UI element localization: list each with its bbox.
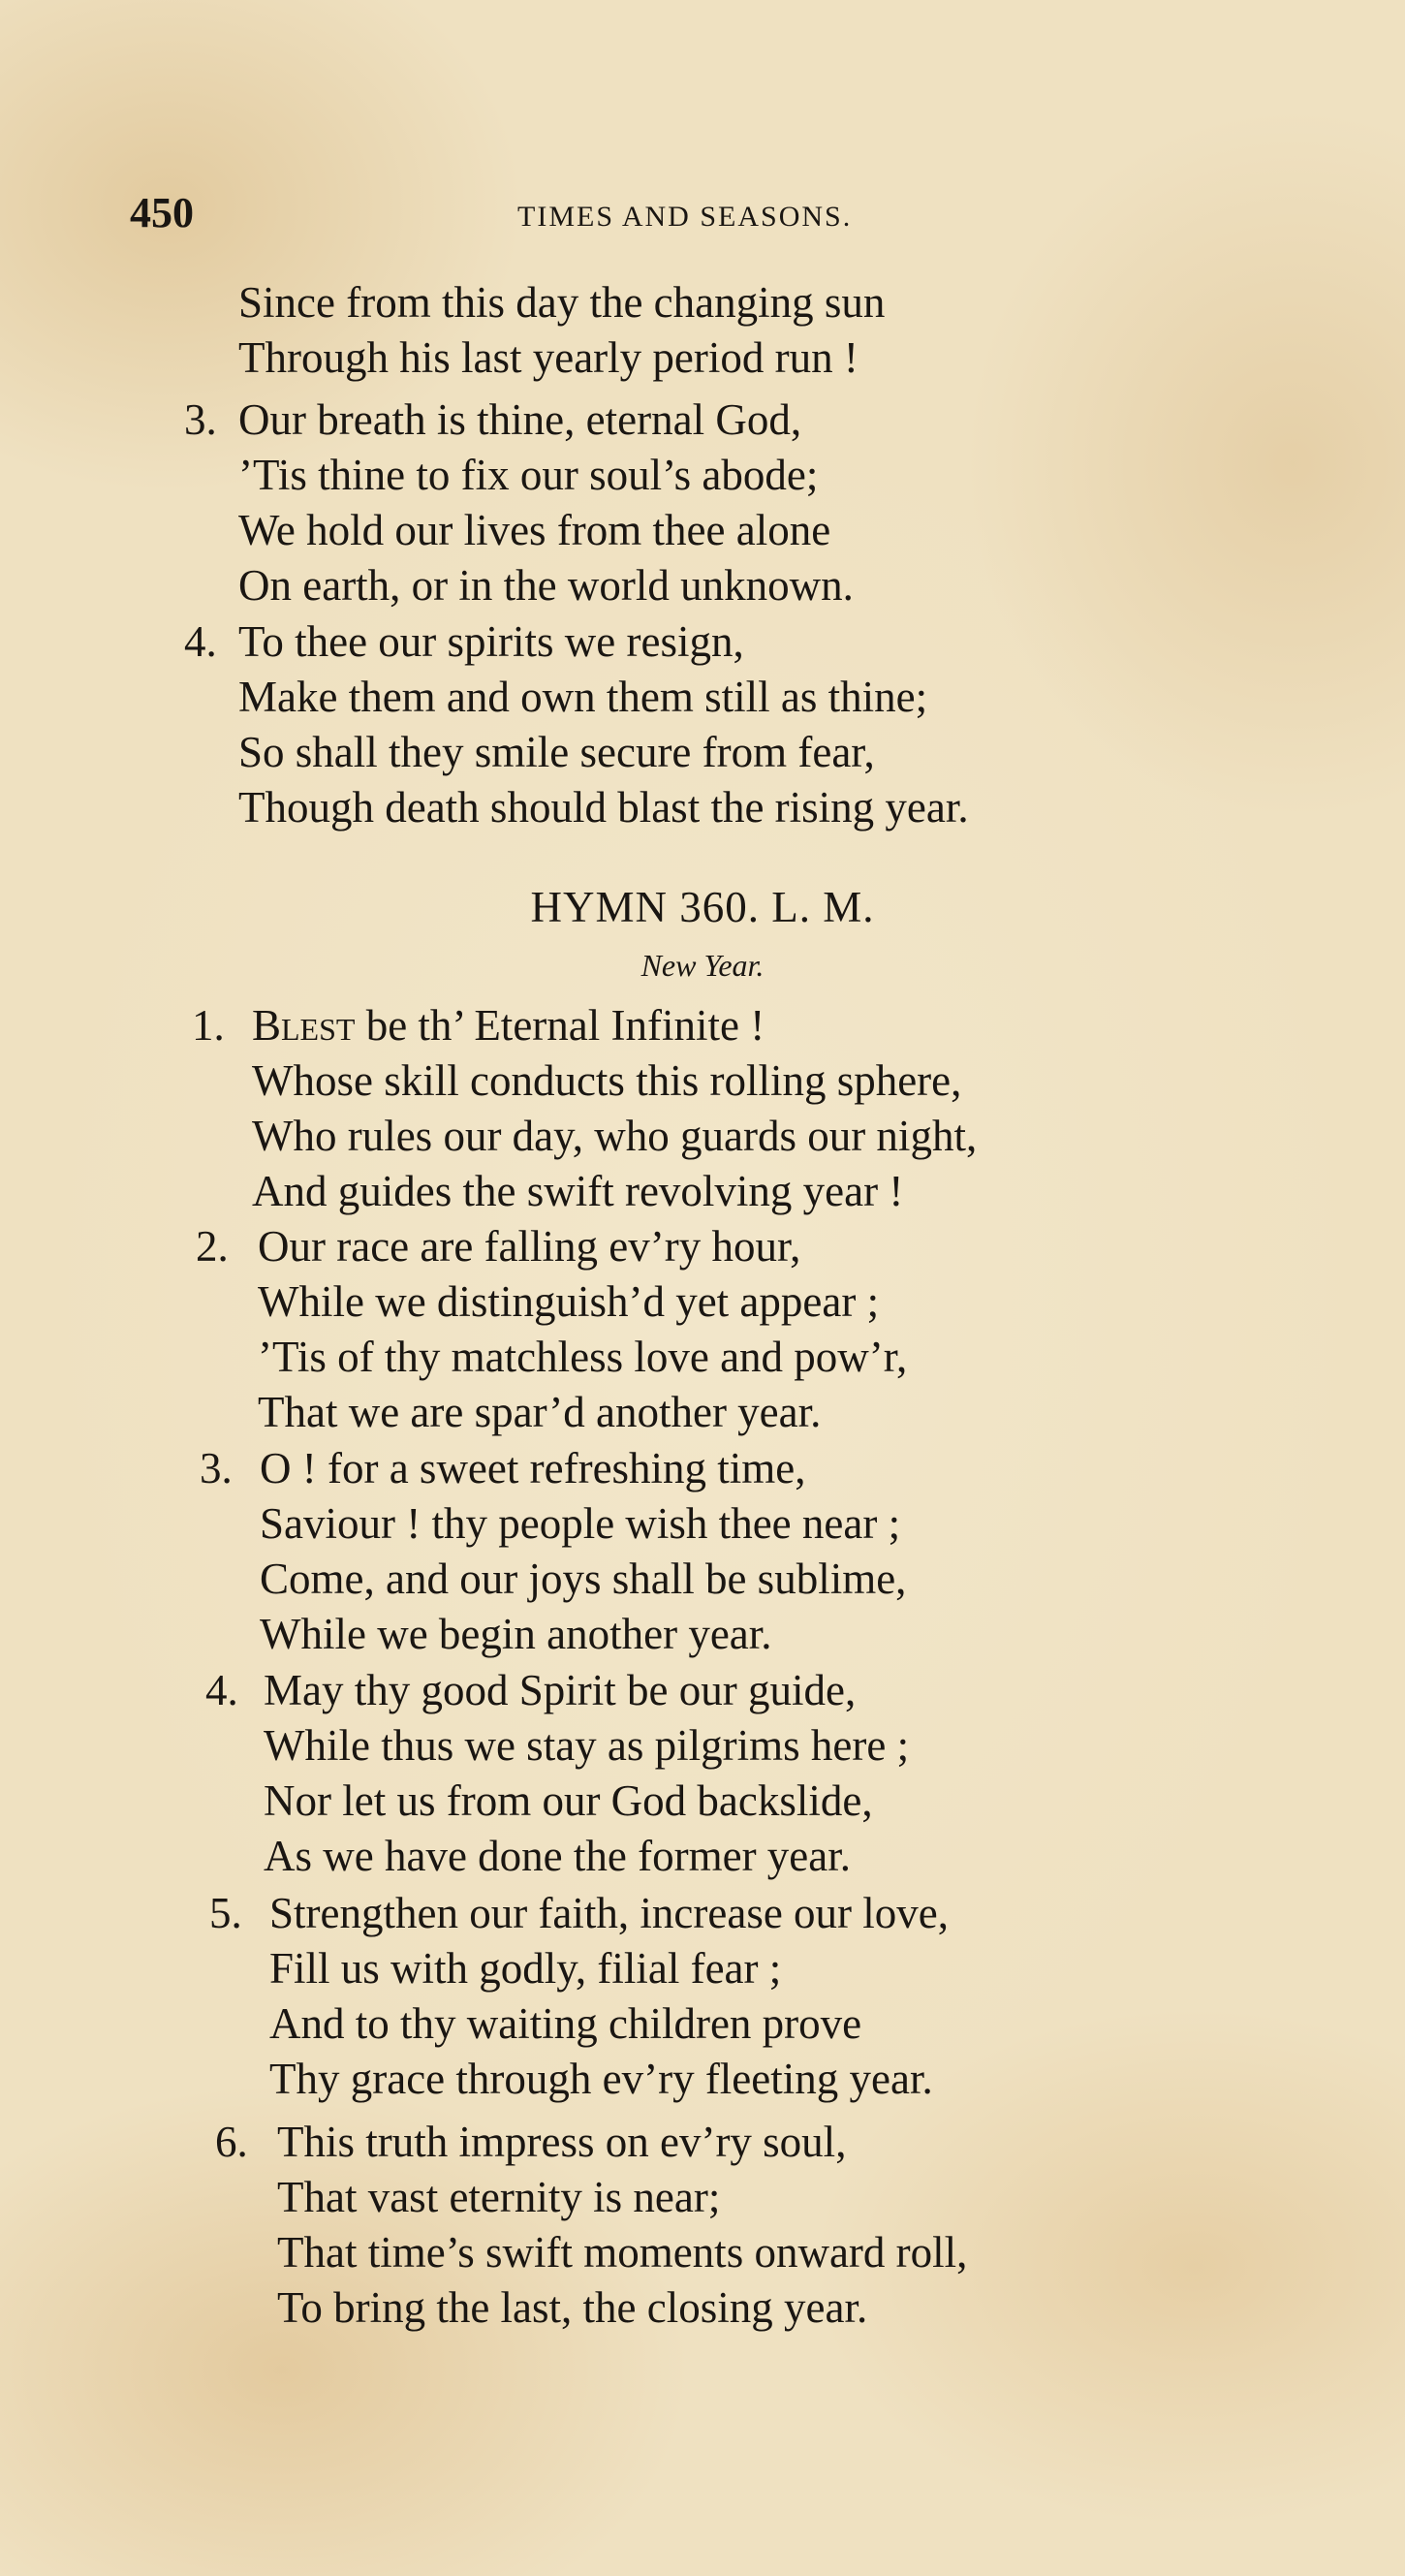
verse-line: O ! for a sweet refreshing time,	[260, 1444, 806, 1492]
stanza-number: 1.	[192, 1001, 225, 1050]
verse-line: While we distinguish’d yet appear ;	[258, 1277, 880, 1326]
verse-line: Fill us with godly, filial fear ;	[269, 1944, 782, 1993]
previous-hymn-tail	[238, 275, 885, 386]
verse-line: This truth impress on ev’ry soul,	[277, 2118, 847, 2166]
verse-line: Though death should blast the rising year.	[238, 783, 969, 832]
verse-line: That time’s swift moments onward roll,	[277, 2228, 968, 2277]
stanza-number: 6.	[215, 2118, 248, 2166]
verse-line: We hold our lives from thee alone	[238, 506, 831, 554]
page-header	[130, 186, 1283, 240]
verse-line: Nor let us from our God backslide,	[264, 1776, 873, 1825]
verse-line: Who rules our day, who guards our night,	[252, 1112, 978, 1160]
hymn-stanza-1	[192, 998, 978, 1219]
running-title: TIMES AND SEASONS.	[517, 201, 853, 233]
stanza-number: 5.	[209, 1889, 242, 1937]
first-word: Blest	[252, 1001, 356, 1050]
verse-line: Through his last yearly period run !	[238, 333, 859, 382]
stanza-number: 3.	[200, 1444, 233, 1492]
verse-line: That we are spar’d another year.	[258, 1388, 822, 1436]
verse-line: And to thy waiting children prove	[269, 1999, 862, 2048]
hymn-stanza-6	[215, 2115, 968, 2336]
verse-line: ’Tis of thy matchless love and pow’r,	[258, 1333, 908, 1381]
stanza-number: 4.	[205, 1666, 238, 1714]
hymn-stanza-4	[205, 1663, 910, 1884]
verse-line-rest: be th’ Eternal Infinite !	[365, 1001, 765, 1050]
verse-line: And guides the swift revolving year !	[252, 1167, 904, 1215]
verse-line: Make them and own them still as thine;	[238, 673, 928, 721]
page-number: 450	[130, 189, 194, 236]
verse-line: Whose skill conducts this rolling sphere,	[252, 1056, 962, 1105]
previous-hymn-stanza-3	[184, 393, 854, 613]
hymn-title: HYMN 360. L. M.	[530, 883, 875, 931]
hymn-subtitle: New Year.	[640, 948, 765, 983]
stanza-number: 3.	[184, 395, 217, 444]
hymn-stanza-2	[196, 1219, 908, 1440]
verse-line: Our race are falling ev’ry hour,	[258, 1222, 801, 1271]
verse-line: Since from this day the changing sun	[238, 278, 886, 327]
verse-line: So shall they smile secure from fear,	[238, 728, 875, 776]
verse-line: To thee our spirits we resign,	[238, 617, 744, 666]
stanza-number: 2.	[196, 1222, 229, 1271]
verse-line: On earth, or in the world unknown.	[238, 561, 854, 610]
verse-line: Come, and our joys shall be sublime,	[260, 1555, 907, 1603]
verse-line	[252, 998, 977, 1053]
verse-line: Saviour ! thy people wish thee near ;	[260, 1499, 901, 1548]
verse-line: While thus we stay as pilgrims here ;	[264, 1721, 910, 1770]
verse-line: Our breath is thine, eternal God,	[238, 395, 802, 444]
previous-hymn-stanza-4	[184, 614, 969, 835]
verse-line: That vast eternity is near;	[277, 2173, 721, 2221]
hymn-stanza-5	[209, 1886, 950, 2107]
verse-line: While we begin another year.	[260, 1610, 772, 1658]
hymn-stanza-3	[200, 1441, 907, 1662]
stanza-number: 4.	[184, 617, 217, 666]
verse-line: Strengthen our faith, increase our love,	[269, 1889, 950, 1937]
verse-line: As we have done the former year.	[264, 1832, 852, 1880]
verse-line: Thy grace through ev’ry fleeting year.	[269, 2055, 933, 2103]
verse-line: May thy good Spirit be our guide,	[264, 1666, 857, 1714]
verse-line: To bring the last, the closing year.	[277, 2283, 868, 2332]
verse-line: ’Tis thine to fix our soul’s abode;	[238, 451, 819, 499]
